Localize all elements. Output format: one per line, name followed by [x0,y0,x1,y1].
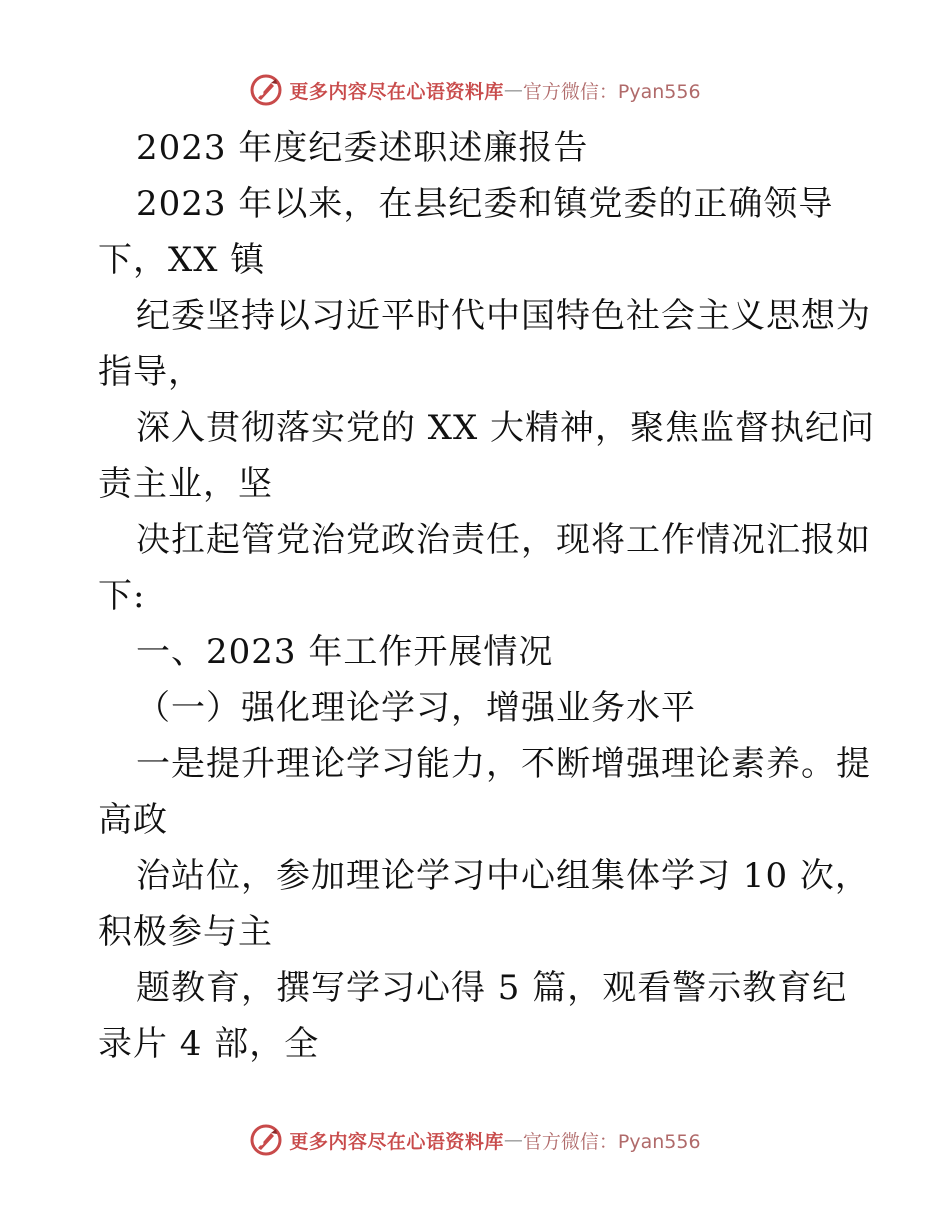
doc-line: 纪委坚持以习近平时代中国特色社会主义思想为 [136,296,871,336]
doc-line: 责主业，坚 [98,464,273,504]
banner-wechat: 官方微信：Pyan556 [522,80,701,103]
doc-line: 高政 [98,800,168,840]
header-banner-inner [249,73,700,107]
footer-watermark-banner [0,1120,950,1160]
doc-line: 治站位，参加理论学习中心组集体学习 10 次， [136,856,870,896]
subsection-heading: （一）强化理论学习，增强业务水平 [136,688,696,728]
doc-line: 下: [98,576,146,616]
doc-title: 2023 年度纪委述职述廉报告 [136,128,589,168]
doc-line: 2023 年以来，在县纪委和镇党委的正确领导 [136,184,834,224]
banner-title: 更多内容尽在心语资料库 [289,1130,504,1153]
banner-separator: — [503,79,523,101]
quill-pen-logo-icon [249,1123,283,1157]
footer-banner-inner [249,1123,700,1157]
document-body [98,120,876,1072]
doc-line: 一是提升理论学习能力，不断增强理论素养。提 [136,744,871,784]
doc-line: 录片 4 部，全 [98,1024,320,1064]
doc-line: 积极参与主 [98,912,273,952]
doc-line: 下，XX 镇 [98,240,266,280]
banner-separator: — [503,1129,523,1151]
doc-line: 指导， [98,352,203,392]
banner-title: 更多内容尽在心语资料库 [289,80,504,103]
doc-line: 题教育，撰写学习心得 5 篇，观看警示教育纪 [136,968,848,1008]
section-heading: 一、2023 年工作开展情况 [136,632,554,672]
header-watermark-banner [0,70,950,110]
doc-line: 深入贯彻落实党的 XX 大精神，聚焦监督执纪问 [136,408,876,448]
banner-wechat: 官方微信：Pyan556 [522,1130,701,1153]
quill-pen-logo-icon [249,73,283,107]
doc-line: 决扛起管党治党政治责任，现将工作情况汇报如 [136,520,871,560]
